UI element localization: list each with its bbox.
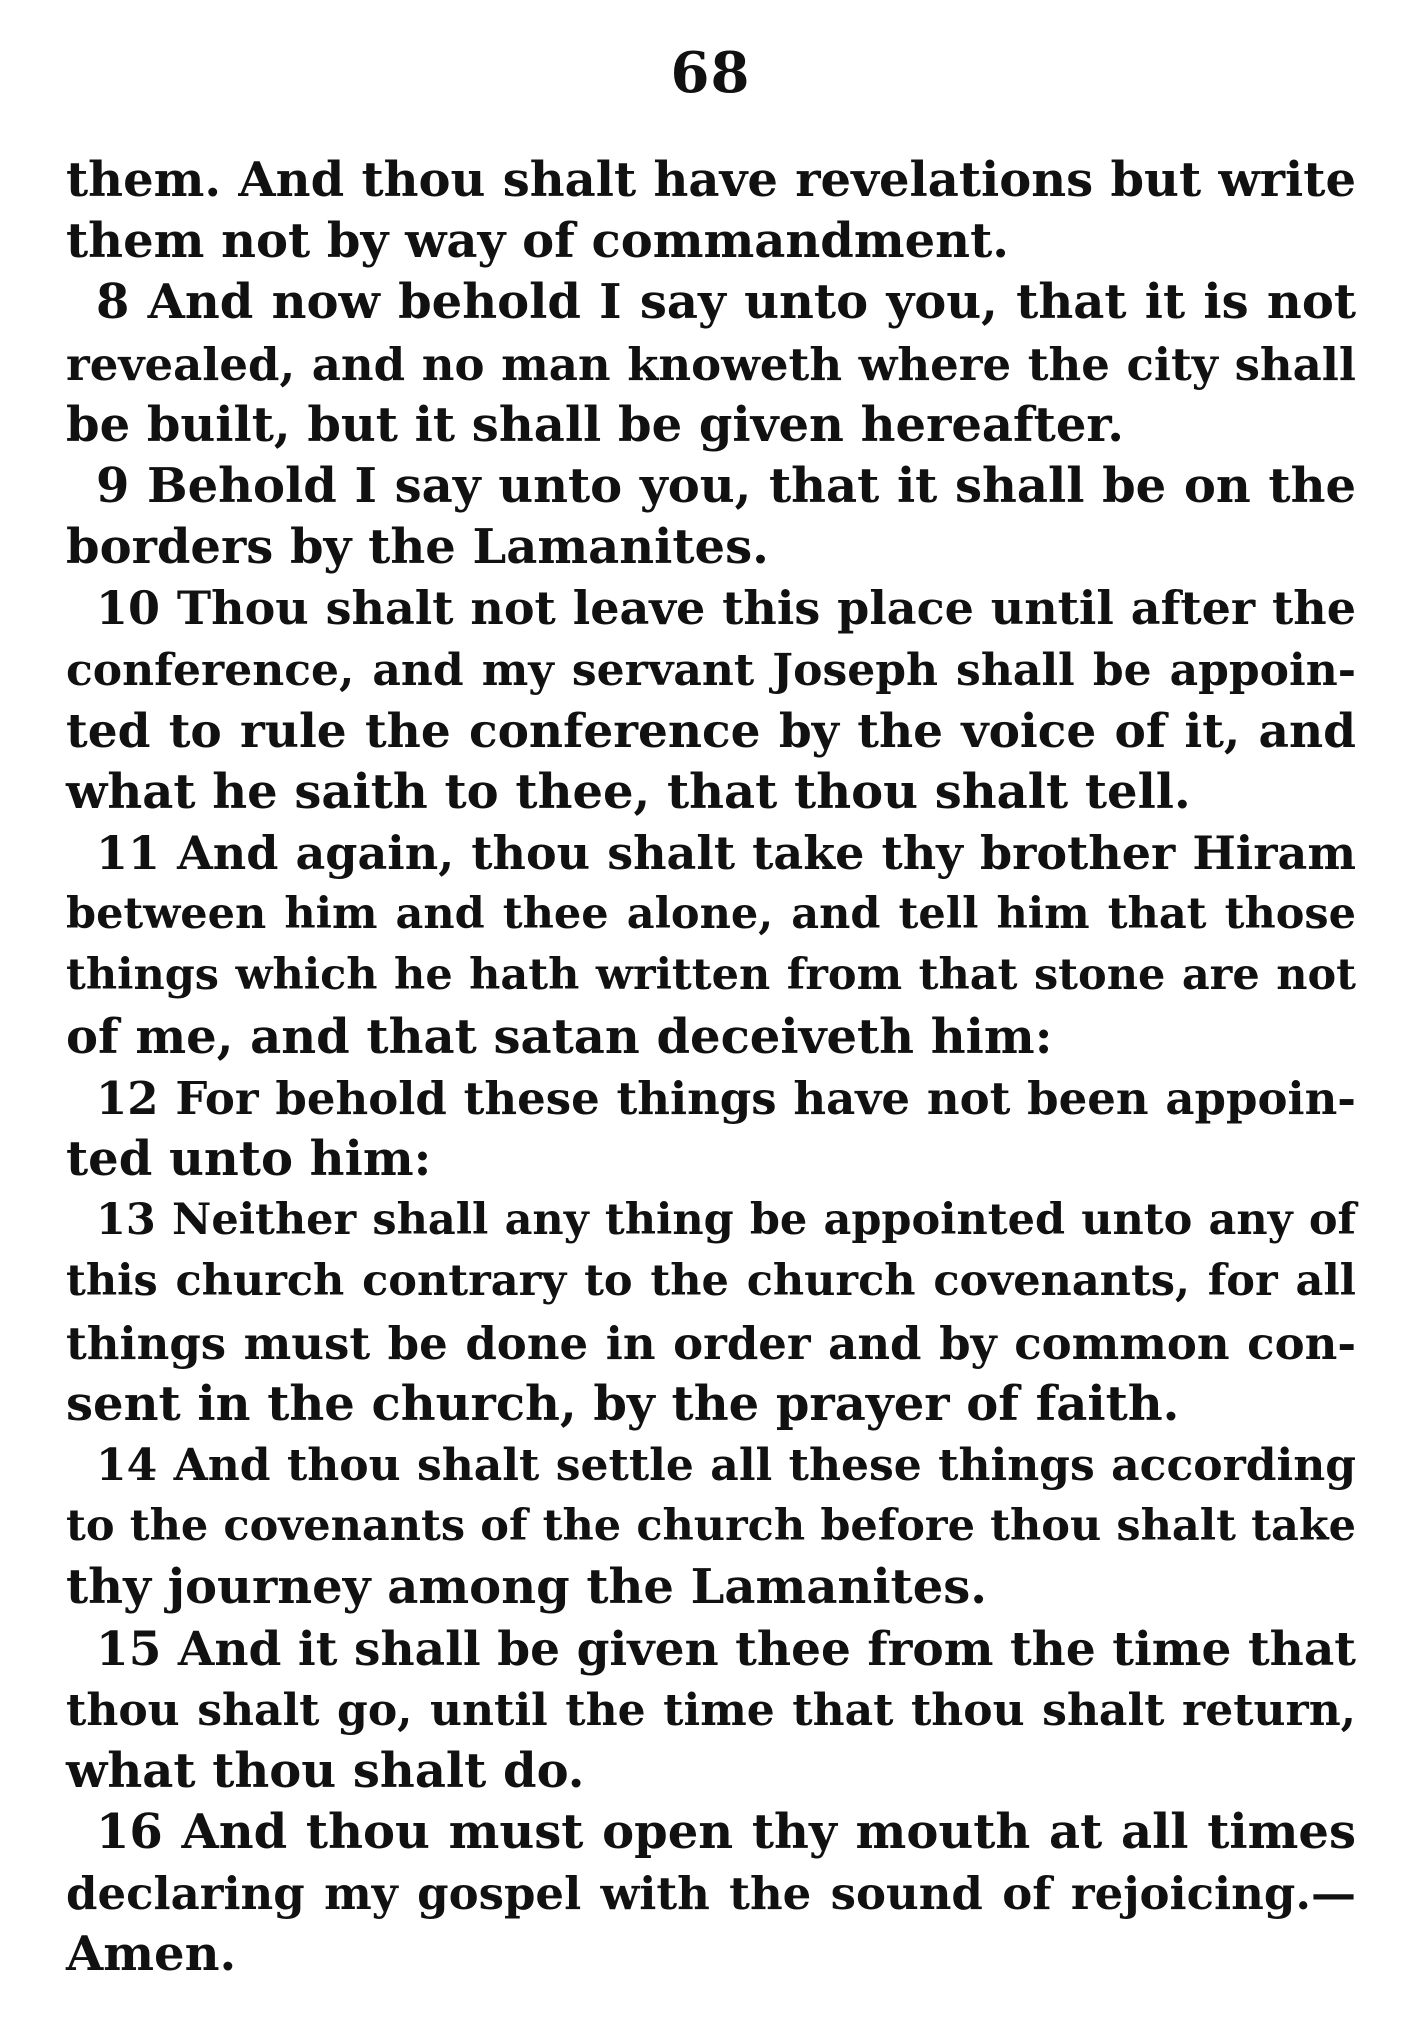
text-line: 16 And thou must open thy mouth at all times — [96, 1804, 1356, 1861]
text-line: thou shalt go, until the time that thou shalt return, — [66, 1684, 1356, 1736]
text-line: this church contrary to the church covenants, for all — [66, 1256, 1356, 1307]
text-line: between him and thee alone, and tell him that those — [66, 889, 1356, 940]
page-text — [66, 150, 1356, 1986]
text-line: Amen. — [66, 1926, 237, 1983]
text-line: them. And thou shalt have revelations but write — [66, 152, 1356, 208]
text-line: 8 And now behold I say unto you, that it is not — [96, 274, 1356, 331]
page-number: 68 — [670, 40, 751, 106]
text-line: be built, but it shall be given hereafter. — [66, 396, 1124, 453]
text-line: them not by way of commandment. — [66, 213, 1009, 270]
text-line: ted unto him: — [66, 1131, 432, 1187]
text-line: to the covenants of the church before thou shalt take — [66, 1501, 1356, 1552]
text-line: 11 And again, thou shalt take thy brother Hiram — [96, 826, 1356, 881]
text-line: things must be done in order and by common con- — [66, 1316, 1356, 1370]
text-line: ted to rule the conference by the voice of it, and — [66, 703, 1356, 759]
text-line: sent in the church, by the prayer of faith. — [66, 1375, 1180, 1432]
text-line: things which he hath written from that stone are not — [66, 950, 1356, 1001]
text-line: borders by the Lamanites. — [66, 519, 769, 576]
text-line: 14 And thou shalt settle all these things according — [96, 1439, 1356, 1491]
text-line: 13 Neither shall any thing be appointed unto any of — [96, 1195, 1356, 1246]
text-line: conference, and my servant Joseph shall be appoin- — [66, 644, 1356, 696]
text-line: what thou shalt do. — [66, 1742, 585, 1799]
text-line: revealed, and no man knoweth where the city shall — [66, 337, 1356, 391]
text-line: 9 Behold I say unto you, that it shall be on the — [96, 457, 1356, 514]
text-line: 12 For behold these things have not been appoin- — [96, 1071, 1356, 1125]
text-line: of me, and that satan deceiveth him: — [66, 1008, 1053, 1065]
text-line: what he saith to thee, that thou shalt tell. — [66, 763, 1191, 820]
text-line: 10 Thou shalt not leave this place until after the — [96, 581, 1356, 636]
text-line: 15 And it shall be given thee from the time that — [96, 1621, 1356, 1677]
text-line: declaring my gospel with the sound of rejoicing.— — [66, 1867, 1356, 1921]
text-line: thy journey among the Lamanites. — [66, 1559, 987, 1616]
